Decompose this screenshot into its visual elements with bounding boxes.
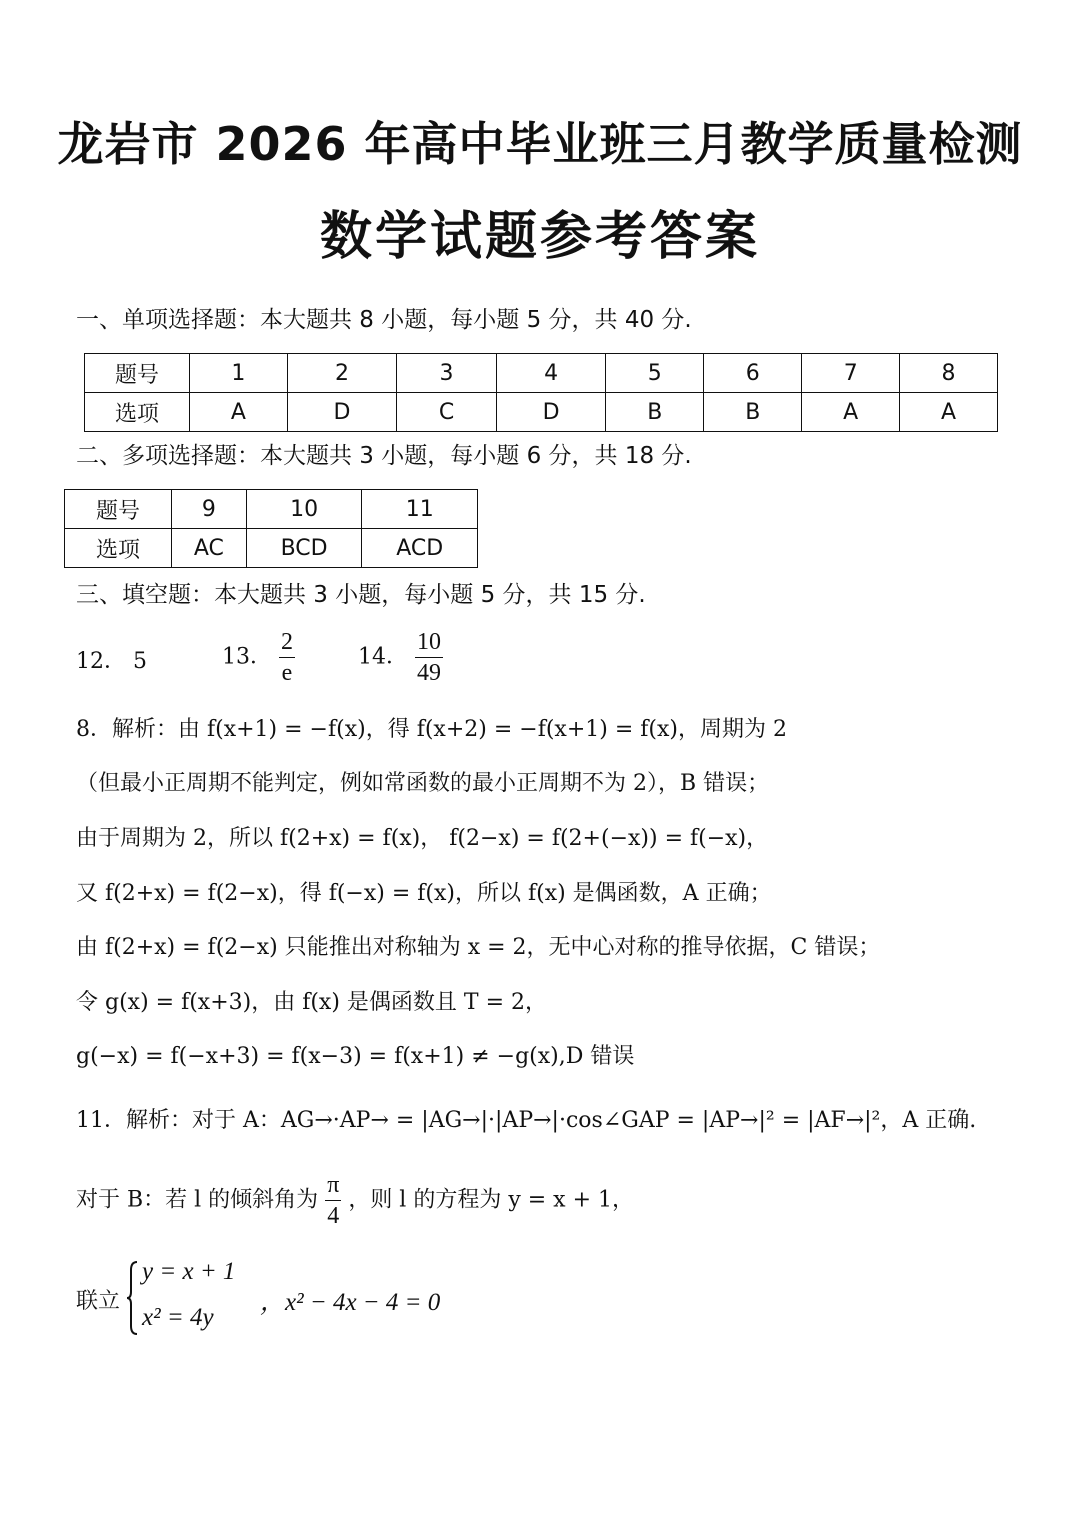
section2-heading: 二、多项选择题：本大题共 3 小题，每小题 6 分，共 18 分. <box>76 443 692 469</box>
single-choice-answer-table <box>84 353 998 432</box>
document-subtitle: 数学试题参考答案 <box>319 207 760 267</box>
fraction <box>325 1170 341 1231</box>
answer-cell: A <box>802 393 900 432</box>
question-number: 9 <box>172 490 247 529</box>
multiple-choice-answer-table <box>64 489 478 568</box>
row-label: 题号 <box>65 490 172 529</box>
document-title: 龙岩市 2026 年高中毕业班三月教学质量检测 <box>57 117 1023 171</box>
numerator: π <box>325 1170 341 1201</box>
answer-cell: AC <box>172 529 247 568</box>
analysis8-line: 8．解析：由 f(x+1) = −f(x)，得 f(x+2) = −f(x+1) = f(x)，周期为 2 <box>76 717 787 742</box>
numerator: 2 <box>279 627 295 658</box>
denominator: 49 <box>417 660 441 686</box>
question-number: 6 <box>704 354 802 393</box>
answer-cell: A <box>190 393 288 432</box>
answer-cell: D <box>496 393 605 432</box>
analysis8-line: （但最小正周期不能判定，例如常函数的最小正周期不为 2），B 错误； <box>76 771 770 796</box>
left-brace-icon <box>126 1260 140 1336</box>
analysis8-line: 又 f(2+x) = f(2−x)，得 f(−x) = f(x)，所以 f(x) 是偶函数，A 正确； <box>76 881 772 906</box>
analysis11-line-a: 11．解析：对于 A：AG→·AP→ = |AG→|·|AP→|·cos∠GAP = |AP→|² = |AF→|²，A 正确. <box>76 1108 977 1133</box>
table-row <box>85 393 998 432</box>
analysis8-line: 令 g(x) = f(x+3)，由 f(x) 是偶函数且 T = 2， <box>76 990 548 1015</box>
fill-answer-14 <box>358 627 443 688</box>
answer-cell: A <box>900 393 998 432</box>
table-row <box>65 529 478 568</box>
answer-cell: BCD <box>246 529 362 568</box>
numerator: 10 <box>415 627 443 658</box>
denominator: e <box>281 660 293 686</box>
answer-cell: D <box>287 393 396 432</box>
analysis8-line: 由于周期为 2，所以 f(2+x) = f(x)， f(2−x) = f(2+(−x)) = f(−x)， <box>76 826 769 851</box>
text-segment: 对于 B：若 l 的倾斜角为 <box>76 1187 319 1213</box>
answer-cell: C <box>397 393 497 432</box>
fraction <box>279 627 295 688</box>
system-equation: y = x + 1 <box>142 1258 236 1285</box>
analysis8-line: g(−x) = f(−x+3) = f(x−3) = f(x+1) ≠ −g(x),D 错误 <box>76 1044 635 1069</box>
question-number: 4 <box>496 354 605 393</box>
denominator: 4 <box>327 1203 340 1229</box>
system-equation: x² = 4y <box>142 1304 214 1331</box>
question-number: 1 <box>190 354 288 393</box>
question-number: 11 <box>362 490 478 529</box>
row-label: 选项 <box>65 529 172 568</box>
question-number: 8 <box>900 354 998 393</box>
fraction <box>415 627 443 688</box>
question-label: 12． <box>76 649 126 674</box>
answer-value: 5 <box>133 649 147 674</box>
answer-cell: B <box>704 393 802 432</box>
question-label: 13． <box>222 644 272 670</box>
row-label: 题号 <box>85 354 190 393</box>
question-number: 2 <box>287 354 396 393</box>
question-number: 7 <box>802 354 900 393</box>
section3-heading: 三、填空题：本大题共 3 小题，每小题 5 分，共 15 分. <box>76 582 646 608</box>
system-result: ，x² − 4x − 4 = 0 <box>260 1289 441 1316</box>
table-row <box>65 490 478 529</box>
analysis8-line: 由 f(2+x) = f(2−x) 只能推出对称轴为 x = 2，无中心对称的推导依据，C 错误； <box>76 935 881 960</box>
analysis11-line-b <box>76 1170 634 1231</box>
fill-answer-13 <box>222 627 295 688</box>
answer-cell: ACD <box>362 529 478 568</box>
fill-answer-12 <box>76 644 147 675</box>
question-number: 10 <box>246 490 362 529</box>
question-number: 5 <box>606 354 704 393</box>
text-segment: ，则 l 的方程为 y = x + 1， <box>348 1187 635 1213</box>
question-number: 3 <box>397 354 497 393</box>
section1-heading: 一、单项选择题：本大题共 8 小题，每小题 5 分，共 40 分. <box>76 307 692 333</box>
question-label: 14． <box>358 644 408 670</box>
table-row <box>85 354 998 393</box>
row-label: 选项 <box>85 393 190 432</box>
answer-cell: B <box>606 393 704 432</box>
system-label: 联立 <box>76 1289 121 1314</box>
